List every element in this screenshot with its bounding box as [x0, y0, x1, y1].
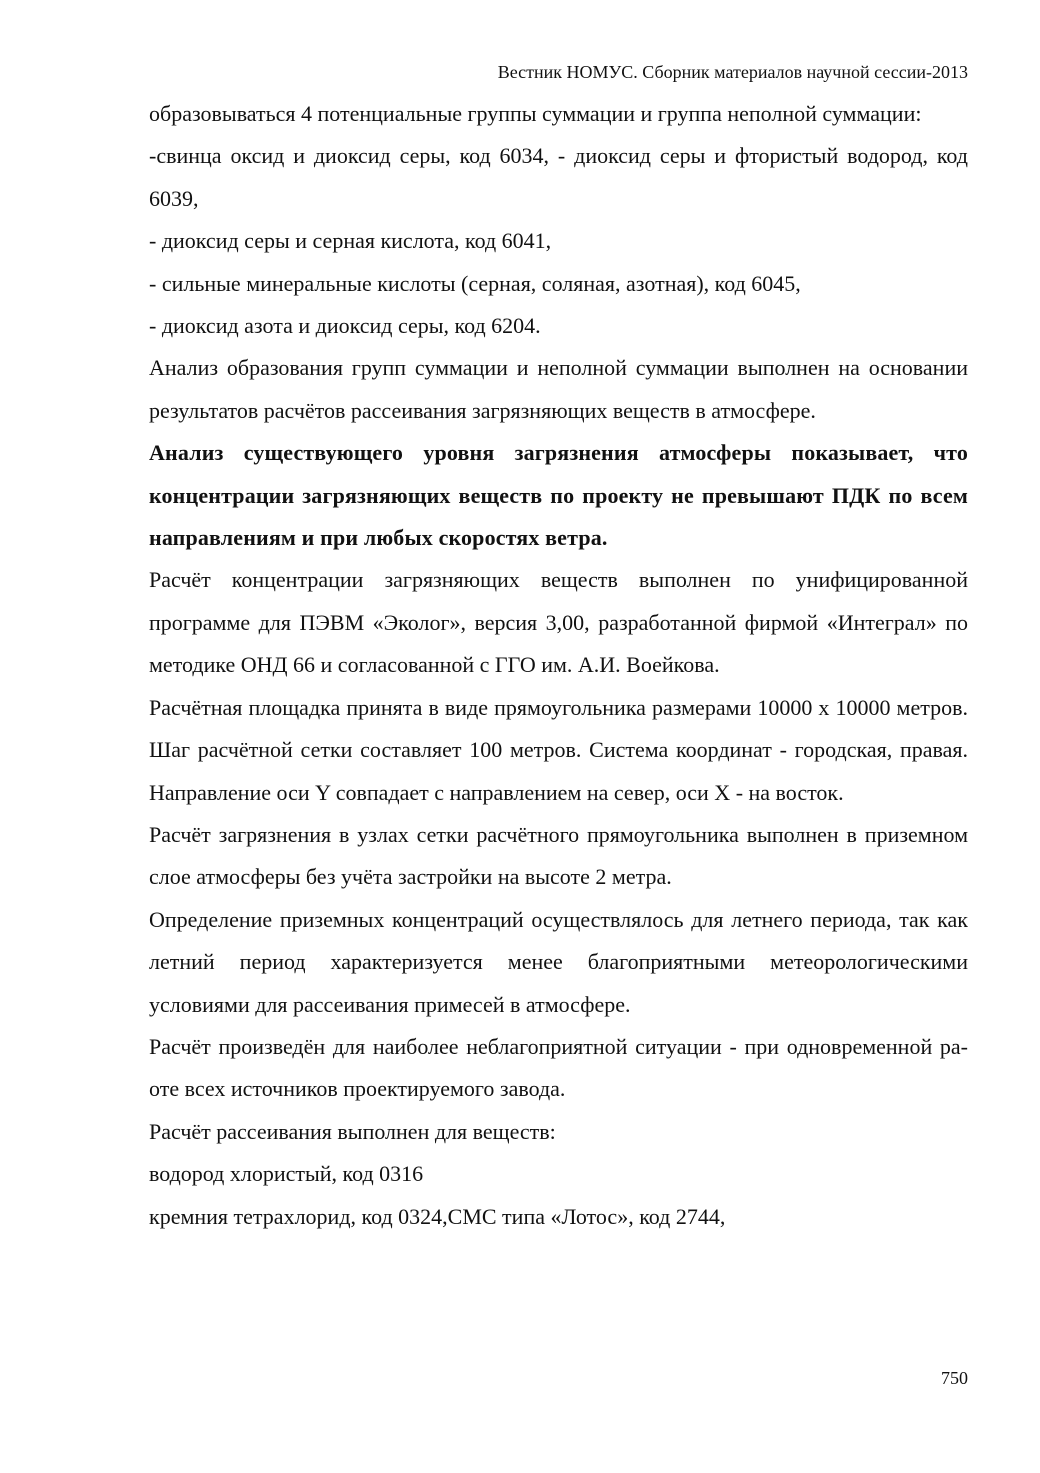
paragraph-summation-intro: образовываться 4 потенциальные группы суммации и группа неполной суммации: — [149, 101, 922, 126]
paragraph-summation-analysis: Анализ образования групп суммации и неполной суммации выполнен на основании результатов расчётов рассеивания загрязняющих веществ в атмосфере. — [149, 355, 968, 423]
paragraph-conclusion-bold: Анализ существующего уровня загрязнения атмосферы показывает, что концентрации загрязняющих веществ по проекту не превышают ПДК по всем направлениям и при любых скоростях ветра. — [149, 440, 968, 551]
paragraph-substance-0316: водород хлористый, код 0316 — [149, 1161, 424, 1187]
paragraph-substance-0324-2744: кремния тетрахлорид, код 0324,СМС типа «Лотос», код 2744, — [149, 1203, 726, 1229]
paragraph-calculation-area: Расчётная площадка принята в виде прямоугольника размерами 10000 х 10000 метров. Шаг расчётной сетки составляет 100 метров. Система координат - городская, правая. Направление оси Y совпадает с направлением на север, оси X - на восток. — [149, 694, 968, 805]
paragraph-list-item-6204: - диоксид азота и диоксид серы, код 6204. — [149, 313, 541, 339]
paragraph-list-item-6034-6039: -свинца оксид и диоксид серы, код 6034, - диоксид серы и фтористый водород, код 6039, — [149, 143, 968, 211]
paragraph-list-item-6041: - диоксид серы и серная кислота, код 6041, — [149, 228, 552, 254]
paragraph-grid-calculation: Расчёт загрязнения в узлах сетки расчётного прямоугольника выполнен в приземном слое атмосферы без учёта застройки на высоте 2 метра. — [149, 821, 968, 890]
paragraph-calculation-software: Расчёт концентрации загрязняющих веществ выполнен по унифицированной программе для ПЭВМ «Эколог», версия 3,00, разработанной фирмой «Интеграл» по методике ОНД 66 и согласованной с ГГО им. А.И. Воейкова. — [149, 567, 968, 678]
page-number: 750 — [941, 1368, 968, 1388]
running-header: Вестник НОМУС. Сборник материалов научной сессии-2013 — [497, 62, 968, 82]
page-body — [149, 93, 968, 1238]
paragraph-worst-case: Расчёт произведён для наиболее неблагоприятной ситуации - при одновременной ра-оте всех источников проектируемого завода. — [149, 1033, 968, 1102]
paragraph-substances-intro: Расчёт рассеивания выполнен для веществ: — [149, 1118, 556, 1144]
paragraph-list-item-6045: - сильные минеральные кислоты (серная, соляная, азотная), код 6045, — [149, 270, 801, 296]
paragraph-summer-period: Определение приземных концентраций осуществлялось для летнего периода, так как летний период характеризуется менее благоприятными метеорологическими условиями для рассеивания примесей в атмосфере. — [149, 906, 968, 1017]
